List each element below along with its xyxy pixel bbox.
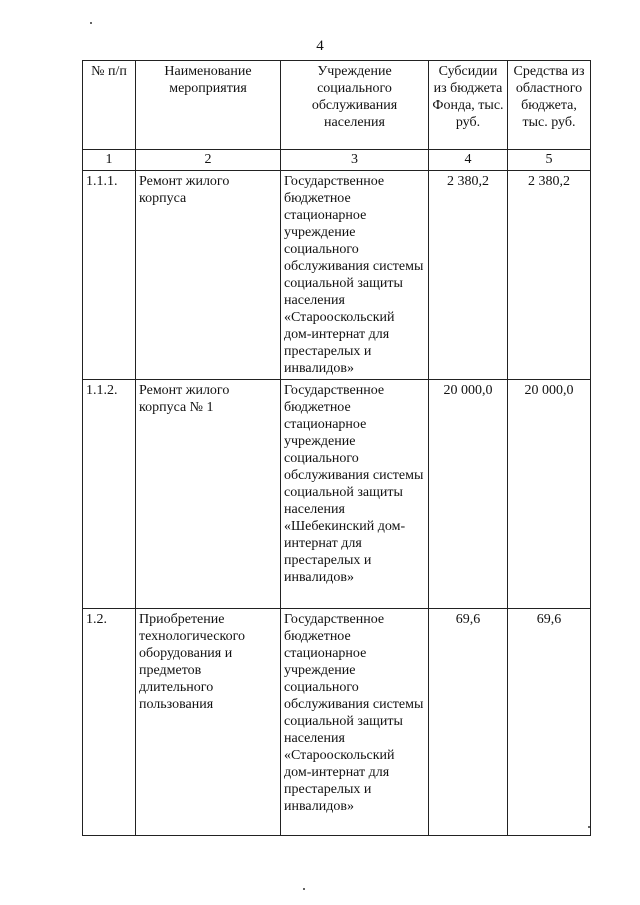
table-row	[83, 380, 591, 609]
row-regional-budget: 20 000,0	[508, 380, 591, 609]
row-fund-subsidy: 20 000,0	[429, 380, 508, 609]
header-number: № п/п	[83, 61, 136, 150]
row-code: 1.2.	[83, 609, 136, 836]
column-number: 2	[136, 150, 281, 171]
subsidy-table	[82, 60, 591, 836]
row-institution: Государственное бюджетное стационарное учреждение социального обслуживания системы социальной защиты населения «Старооскольский дом-интернат для престарелых и инвалидов»	[281, 609, 429, 836]
column-number: 1	[83, 150, 136, 171]
table-header-row	[83, 61, 591, 150]
row-institution: Государственное бюджетное стационарное учреждение социального обслуживания системы социальной защиты населения «Старооскольский дом-интернат для престарелых и инвалидов»	[281, 171, 429, 380]
column-numbers-row	[83, 150, 591, 171]
column-number: 4	[429, 150, 508, 171]
row-institution: Государственное бюджетное стационарное учреждение социального обслуживания системы социальной защиты населения «Шебекинский дом-интернат для престарелых и инвалидов»	[281, 380, 429, 609]
header-regional-budget: Средства из областного бюджета, тыс. руб.	[508, 61, 591, 150]
page-number: 4	[316, 38, 324, 54]
row-regional-budget: 69,6	[508, 609, 591, 836]
header-fund-subsidy: Субсидии из бюджета Фонда, тыс. руб.	[429, 61, 508, 150]
row-fund-subsidy: 69,6	[429, 609, 508, 836]
scan-speck	[303, 888, 305, 890]
row-event-name: Ремонт жилого корпуса № 1	[136, 380, 281, 609]
scan-speck	[588, 826, 590, 828]
header-institution: Учреждение социального обслуживания населения	[281, 61, 429, 150]
row-code: 1.1.2.	[83, 380, 136, 609]
scan-speck	[90, 22, 92, 24]
row-code: 1.1.1.	[83, 171, 136, 380]
column-number: 3	[281, 150, 429, 171]
table-row	[83, 171, 591, 380]
column-number: 5	[508, 150, 591, 171]
row-regional-budget: 2 380,2	[508, 171, 591, 380]
row-event-name: Ремонт жилого корпуса	[136, 171, 281, 380]
header-event-name: Наименование мероприятия	[136, 61, 281, 150]
row-fund-subsidy: 2 380,2	[429, 171, 508, 380]
table-row	[83, 609, 591, 836]
row-event-name: Приобретение технологического оборудования и предметов длительного пользования	[136, 609, 281, 836]
